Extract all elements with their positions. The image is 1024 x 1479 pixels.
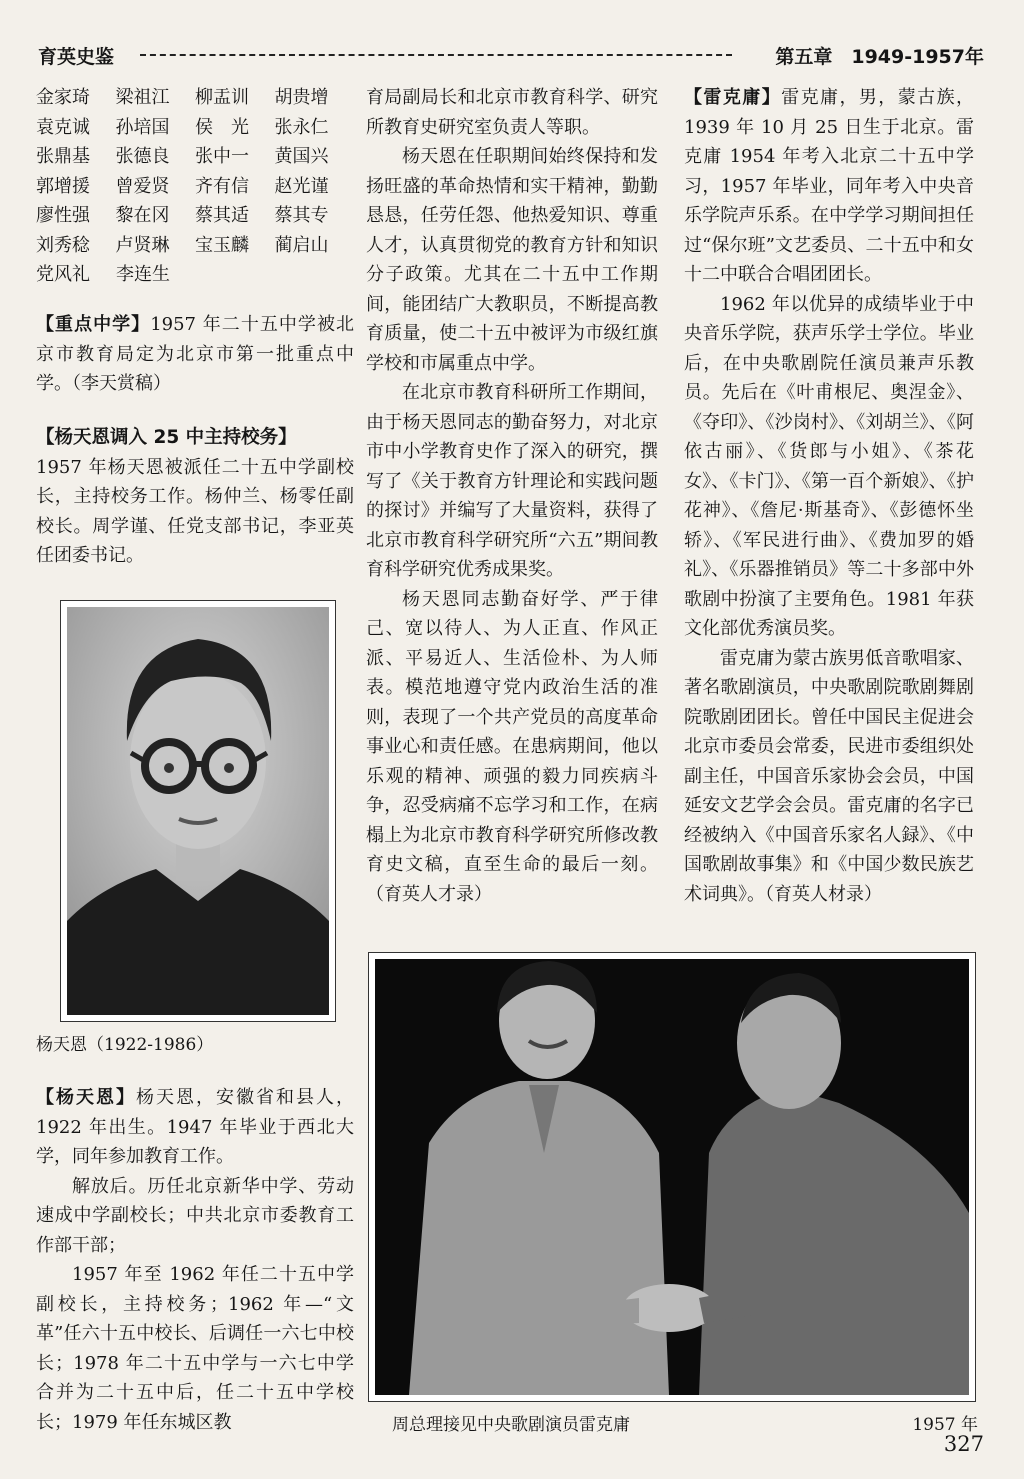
handshake-caption-year: 1957 年 bbox=[912, 1415, 978, 1435]
name: 党风礼 bbox=[36, 264, 90, 285]
name: 张中一 bbox=[195, 146, 249, 167]
name: 张鼎基 bbox=[36, 146, 90, 167]
name: 赵光谨 bbox=[274, 175, 329, 197]
entry-lei-biography bbox=[684, 83, 974, 909]
name: 蔡其适 bbox=[195, 205, 249, 226]
name: 宝玉麟 bbox=[195, 234, 249, 256]
name: 张德良 bbox=[115, 146, 170, 167]
bio-paragraph: 育局副局长和北京市教育科学、研究所教育史研究室负责人等职。 bbox=[366, 87, 658, 138]
names-row bbox=[36, 142, 354, 172]
running-header-book-title: 育英史鉴 bbox=[38, 46, 115, 68]
name: 蔺启山 bbox=[274, 234, 329, 256]
entry-heading: 【杨天恩调入 25 中主持校务】 bbox=[36, 427, 297, 448]
name: 孙培国 bbox=[115, 116, 170, 138]
bio-paragraph: 1962 年以优异的成绩毕业于中央音乐学院，获声乐学士学位。毕业后，在中央歌剧院任演员兼声乐教员。先后在《叶甫根尼、奥涅金》、《夺印》、《沙岗村》、《刘胡兰》、《阿依古丽》、《货郎与小姐》、《茶花女》、《卡门》、《第一百个新娘》、《护花神》、《詹尼·斯基奇》、《彭德怀坐轿》、《军民进行曲》、《费加罗的婚礼》、《乐器推销员》等二十多部中外歌剧中扮演了主要角色。1981 年获文化部优秀演员奖。 bbox=[684, 293, 974, 639]
names-row bbox=[36, 201, 354, 231]
portrait-caption: 杨天恩（1922-1986） bbox=[36, 1035, 214, 1055]
name: 黎在冈 bbox=[115, 205, 170, 226]
entry-yang-transfer bbox=[36, 423, 354, 571]
name: 袁克诚 bbox=[36, 116, 90, 138]
name: 黄国兴 bbox=[274, 146, 329, 167]
entry-heading: 【雷克庸】 bbox=[684, 87, 782, 108]
name: 刘秀稔 bbox=[36, 234, 90, 256]
handshake-caption: 周总理接见中央歌剧演员雷克庸 bbox=[392, 1415, 630, 1435]
name: 金家琦 bbox=[36, 87, 90, 108]
entry-key-school bbox=[36, 310, 354, 399]
names-row bbox=[36, 231, 354, 261]
name: 齐有信 bbox=[195, 175, 249, 197]
names-row bbox=[36, 172, 354, 202]
name: 卢贤琳 bbox=[115, 234, 170, 256]
portrait-image bbox=[61, 601, 335, 1021]
header-dashed-rule bbox=[140, 54, 732, 56]
portrait-photo bbox=[60, 600, 336, 1022]
name: 柳盂训 bbox=[195, 87, 249, 108]
entry-heading: 【重点中学】 bbox=[36, 314, 151, 335]
handshake-image bbox=[369, 953, 975, 1401]
entry-text: 1957 年杨天恩被派任二十五中学副校长，主持校务工作。杨仲兰、杨零任副校长。周学谨、任党支部书记，李亚英任团委书记。 bbox=[36, 456, 354, 566]
running-header-chapter: 第五章 1949-1957年 bbox=[775, 46, 984, 68]
names-list bbox=[36, 83, 354, 290]
names-row bbox=[36, 113, 354, 143]
bio-paragraph: 杨天恩同志勤奋好学、严于律己、宽以待人、为人正直、作风正派、平易近人、生活俭朴、为人师表。模范地遵守党内政治生活的准则，表现了一个共产党员的高度革命事业心和责任感。在患病期间，他以乐观的精神、顽强的毅力同疾病斗争，忍受病痛不忘学习和工作，在病榻上为北京市教育科学研究所修改教育史文稿，直至生命的最后一刻。（育英人才录） bbox=[366, 588, 658, 905]
column-middle bbox=[366, 83, 658, 909]
entry-text: 1957 年二十五中学被北京市教育局定为北京市第一批重点中学。（李天赏稿） bbox=[36, 314, 355, 394]
name: 郭增援 bbox=[36, 175, 90, 197]
bio-paragraph: 在北京市教育科研所工作期间，由于杨天恩同志的勤奋努力，对北京市中小学教育史作了深入的研究，撰写了《关于教育方针理论和实践问题的探讨》并编写了大量资料，获得了北京市教育科学研究所“六五”期间教育科学研究优秀成果奖。 bbox=[366, 382, 658, 580]
bio-paragraph: 雷克庸为蒙古族男低音歌唱家、著名歌剧演员，中央歌剧院歌剧舞剧院歌剧团团长。曾任中国民主促进会北京市委员会常委，民进市委组织处副主任，中国音乐家协会会员，中国延安文艺学会会员。雷克庸的名字已经被纳入《中国音乐家名人録》、《中国歌剧故事集》和《中国少数民族艺术词典》。（育英人材录） bbox=[684, 647, 974, 905]
bio-paragraph: 1957 年至 1962 年任二十五中学副校长，主持校务；1962 年—“文革”任六十五中校长、后调任一六七中校长；1978 年二十五中学与一六七中学合并为二十五中后，任二十五中学校长；1979 年任东城区教 bbox=[36, 1264, 354, 1433]
name: 蔡其专 bbox=[274, 205, 329, 226]
bio-paragraph: 解放后。历任北京新华中学、劳动速成中学副校长；中共北京市委教育工作部干部； bbox=[36, 1175, 354, 1256]
name: 廖性强 bbox=[36, 205, 90, 226]
names-row bbox=[36, 260, 354, 290]
entry-yang-biography bbox=[36, 1083, 354, 1437]
bio-paragraph: 雷克庸，男，蒙古族，1939 年 10 月 25 日生于北京。雷克庸 1954 年考入北京二十五中学习，1957 年毕业，同年考入中央音乐学院声乐系。在中学学习期间担任过“保尔班”文艺委员、二十五中和女十二中联合合唱团团长。 bbox=[684, 87, 975, 285]
page-number: 327 bbox=[943, 1432, 984, 1456]
entry-heading: 【杨天恩】 bbox=[36, 1087, 136, 1108]
bio-paragraph: 杨天恩，安徽省和县人，1922 年出生。1947 年毕业于西北大学，同年参加教育工作。 bbox=[36, 1087, 354, 1167]
name: 侯 光 bbox=[195, 116, 249, 138]
names-row bbox=[36, 83, 354, 113]
name: 张永仁 bbox=[274, 116, 329, 138]
name: 梁祖江 bbox=[115, 87, 170, 108]
name: 李连生 bbox=[116, 264, 170, 285]
bio-paragraph: 杨天恩在任职期间始终保持和发扬旺盛的革命热情和实干精神，勤勤恳恳，任劳任怨、他热爱知识、尊重人才，认真贯彻党的教育方针和知识分子政策。尤其在二十五中工作期间，能团结广大教职员，不断提高教育质量，使二十五中被评为市级红旗学校和市属重点中学。 bbox=[366, 146, 658, 374]
name: 曾爱贤 bbox=[115, 175, 170, 197]
handshake-photo bbox=[368, 952, 976, 1402]
name: 胡贵增 bbox=[274, 87, 329, 108]
